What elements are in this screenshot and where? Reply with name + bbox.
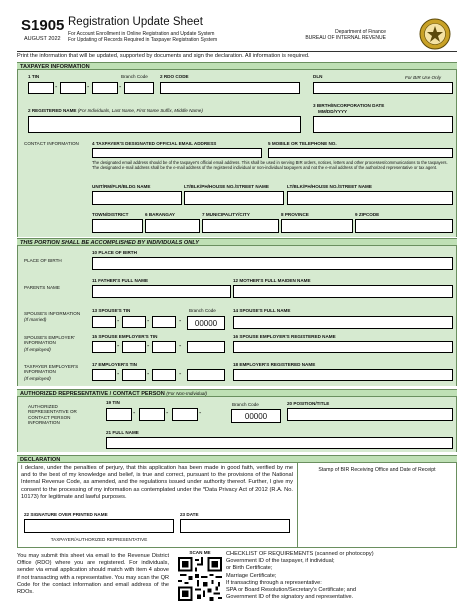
- spouse-tin-1[interactable]: [92, 316, 116, 328]
- checklist-item: Government ID of the taxpayer, if individual;: [226, 558, 335, 565]
- header-rule: [17, 51, 457, 52]
- spouse-tin-3[interactable]: [152, 316, 176, 328]
- declaration-text: I declare, under the penalties of perjury, that this application has been made in good faith, verified by me and to the best of my knowledge and belief, is true and correct, pursuant to the provisions of the National Internal Revenue Code, as amended, and the regulations issued under authority thereof. Further, I give my consent to the processing of my information as contemplated under the *Data Privacy Act of 2012 (R.A. No. 10173) for legitimate and lawful purposes.: [21, 465, 293, 500]
- dln-input[interactable]: [313, 82, 453, 94]
- form-subtitle-1: For Account Enrollment in Online Registration and Update System: [68, 31, 215, 37]
- rep-tin-2[interactable]: [139, 408, 165, 421]
- employer-tin-2[interactable]: [122, 369, 146, 381]
- tin-separator: -: [179, 318, 182, 325]
- field-3-format: MM/DD/YYYY: [318, 109, 348, 114]
- checklist-title: CHECKLIST OF REQUIREMENTS (scanned or photocopy): [226, 551, 374, 557]
- section-individuals-only: THIS PORTION SHALL BE ACCOMPLISHED BY INDIVIDUALS ONLY: [17, 238, 457, 246]
- form-number: S1905: [21, 17, 65, 34]
- rep-branch-code-input[interactable]: 00000: [231, 409, 281, 423]
- field-9-label: 9 ZIPCODE: [355, 212, 380, 217]
- bureau-name: BUREAU OF INTERNAL REVENUE: [305, 35, 386, 41]
- email-note-text: The designated email address should be of the taxpayer's official email address. This shall be used in serving BIR orders, notices, letters and other processes/communications to the taxpayers. The designated e-mail address shall be the e-mail address of the registered individual or non-individual taxpayers and not the e-mail address of the authorized representative or tax agent.: [92, 160, 448, 170]
- field-5-label: 5 MOBILE OR TELEPHONE NO.: [268, 141, 337, 146]
- rep-tin-3[interactable]: [172, 408, 198, 421]
- employer-tin-3[interactable]: [152, 369, 176, 381]
- registered-name-note: (For Individuals, Last Name, First Name Suffix, Middle Name): [77, 108, 203, 113]
- branch-code-label: Branch Code: [121, 74, 148, 79]
- spouse-name-input[interactable]: [233, 316, 453, 329]
- field-17-label: 17 EMPLOYER'S TIN: [92, 362, 137, 367]
- rdo-code-input[interactable]: [160, 82, 300, 94]
- form-title: Registration Update Sheet: [68, 16, 203, 28]
- stamp-box: [297, 463, 457, 548]
- if-married-label: (If married): [24, 317, 47, 322]
- employer-tin-1[interactable]: [92, 369, 116, 381]
- field-18-label: 18 EMPLOYER'S REGISTERED NAME: [233, 362, 316, 367]
- street-input-2[interactable]: [287, 191, 453, 205]
- checklist-item: SPA or Board Resolution/Secretary's Certificate; and: [226, 587, 356, 594]
- signature-caption: TAXPAYER/AUTHORIZED REPRESENTATIVE: [50, 537, 148, 542]
- field-10-label: 10 PLACE OF BIRTH: [92, 250, 137, 255]
- checklist-item: If transacting through a representative:: [226, 579, 322, 586]
- bir-seal-icon: [419, 18, 451, 50]
- field-19-label: 19 TIN: [106, 400, 120, 405]
- position-title-input[interactable]: [287, 408, 453, 421]
- contact-information-label: CONTACT INFORMATION: [24, 141, 79, 146]
- barangay-input[interactable]: [145, 219, 200, 233]
- dln-label: DLN: [313, 74, 323, 79]
- birth-date-input[interactable]: [313, 116, 453, 133]
- field-7-label: 7 MUNICIPALITY/CITY: [202, 212, 250, 217]
- field-16-label: 16 SPOUSE EMPLOYER'S REGISTERED NAME: [233, 334, 336, 339]
- town-input[interactable]: [92, 219, 143, 233]
- rep-branch-code-label: Branch Code: [232, 402, 259, 407]
- form-date: AUGUST 2022: [24, 36, 61, 42]
- field-2-label: 2 RDO CODE: [160, 74, 189, 79]
- field-4-label: 4 TAXPAYER'S DESIGNATED OFFICIAL EMAIL ADDRESS: [92, 141, 217, 146]
- tin-separator: -: [133, 410, 136, 417]
- field-11-label: 11 FATHER'S FULL NAME: [92, 278, 149, 283]
- signature-input[interactable]: [24, 519, 174, 533]
- street-input-1[interactable]: [184, 191, 284, 205]
- tin-separator: -: [179, 343, 182, 350]
- spouse-employer-tin-3[interactable]: [152, 341, 176, 353]
- unit-label: UNIT/RM/FLR/BLDG NAME: [92, 184, 151, 189]
- checklist: [226, 551, 456, 601]
- spouse-employer-name-input[interactable]: [233, 341, 453, 353]
- tin-separator: -: [119, 84, 122, 91]
- tin-separator: -: [179, 371, 182, 378]
- representative-section-note: (For Non-Individual): [166, 391, 207, 396]
- tin-separator: -: [55, 84, 58, 91]
- bir-use-only-label: For BIR Use Only: [405, 75, 441, 80]
- field-14-label: 14 SPOUSE'S FULL NAME: [233, 308, 291, 313]
- representative-section-title: AUTHORIZED REPRESENTATIVE / CONTACT PERSON: [20, 391, 165, 397]
- tin-separator: -: [199, 410, 202, 417]
- date-input[interactable]: [180, 519, 290, 533]
- street-label-1: LT/BLK/PH/HOUSE NO./STREET NAME: [184, 184, 269, 189]
- spouse-employer-tin-1[interactable]: [92, 341, 116, 353]
- spouse-employer-tin-2[interactable]: [122, 341, 146, 353]
- spouse-branch-code-input[interactable]: 00000: [187, 316, 225, 330]
- parents-name-label: PARENTS NAME: [24, 285, 60, 290]
- street-label-2: LT/BLK/PH/HOUSE NO./STREET NAME: [287, 184, 372, 189]
- representative-info-label: AUTHORIZED REPRESENTATIVE OR CONTACT PERSON INFORMATION: [28, 404, 77, 426]
- employer-branch-input[interactable]: [187, 369, 225, 381]
- field-21-label: 21 FULL NAME: [106, 430, 139, 435]
- checklist-item: Government ID of the signatory and representative.: [226, 594, 354, 601]
- tin-separator: -: [166, 410, 169, 417]
- checklist-item: Marriage Certificate;: [226, 572, 277, 579]
- section-authorized-representative: [17, 389, 457, 397]
- email-input[interactable]: [92, 148, 262, 158]
- place-of-birth-label: PLACE OF BIRTH: [24, 258, 62, 263]
- tin-input-3[interactable]: [92, 82, 118, 94]
- tin-separator: -: [117, 318, 120, 325]
- field-23-label: 23 DATE: [180, 512, 199, 517]
- tin-separator: -: [87, 84, 90, 91]
- instruction-text: Print the information that will be updated, supported by documents and sign the declaration. All information is required.: [17, 53, 310, 59]
- registered-name-label: 2 REGISTERED NAME: [28, 108, 77, 113]
- field-15-label: 15 SPOUSE EMPLOYER'S TIN: [92, 334, 158, 339]
- field-22-label: 22 SIGNATURE OVER PRINTED NAME: [24, 512, 108, 517]
- rep-full-name-input[interactable]: [106, 437, 453, 449]
- branch-code-input[interactable]: [124, 82, 154, 94]
- field-2-registered-name-label: [28, 108, 203, 113]
- phone-input[interactable]: [268, 148, 453, 158]
- city-input[interactable]: [202, 219, 279, 233]
- spouse-info-label: SPOUSE'S INFORMATION: [24, 311, 81, 316]
- field-20-label: 20 POSITION/TITLE: [287, 401, 330, 406]
- town-label: TOWN/DISTRICT: [92, 212, 129, 217]
- tin-separator: -: [147, 343, 150, 350]
- department-name: Department of Finance: [335, 29, 386, 35]
- spouse-tin-2[interactable]: [122, 316, 146, 328]
- province-input[interactable]: [281, 219, 353, 233]
- form-subtitle-2: For Updating of Records Required in Taxpayer Registration System: [68, 37, 218, 43]
- tin-input-2[interactable]: [60, 82, 86, 94]
- field-6-label: 6 BARANGAY: [145, 212, 175, 217]
- field-1-label: 1 TIN: [28, 74, 40, 79]
- zipcode-input[interactable]: [355, 219, 453, 233]
- field-8-label: 8 PROVINCE: [281, 212, 309, 217]
- rep-tin-1[interactable]: [106, 408, 132, 421]
- spouse-branch-code-label: Branch Code: [189, 308, 216, 313]
- if-employed-label: (If employed): [24, 376, 51, 381]
- field-12-label: 12 MOTHER'S FULL MAIDEN NAME: [233, 278, 311, 283]
- mother-name-input[interactable]: [233, 285, 453, 298]
- stamp-label: Stamp of BIR Receiving Office and Date of Receipt: [318, 467, 436, 473]
- field-3-label: 3 BIRTH/INCORPORATION DATE: [313, 103, 385, 108]
- unit-input[interactable]: [92, 191, 182, 205]
- tin-separator: -: [147, 371, 150, 378]
- section-declaration: DECLARATION: [17, 455, 457, 463]
- field-13-label: 13 SPOUSE'S TIN: [92, 308, 131, 313]
- scan-me-label: SCAN ME: [189, 550, 211, 555]
- tin-input-1[interactable]: [28, 82, 54, 94]
- section-taxpayer-information: TAXPAYER INFORMATION: [17, 62, 457, 70]
- submit-instructions: You may submit this sheet via email to the Revenue District Office (RDO) where you are registered. For individuals, sender via email application should match with item 4 above if not transacting with a representative. You may scan the QR Code for the contact information and email address of the RDOs.: [17, 553, 169, 596]
- tin-separator: -: [147, 318, 150, 325]
- father-name-input[interactable]: [92, 285, 231, 298]
- spouse-employer-label: SPOUSE'S EMPLOYER' INFORMATION: [24, 335, 75, 346]
- place-of-birth-input[interactable]: [92, 257, 453, 270]
- tin-separator: -: [117, 343, 120, 350]
- checklist-item: or Birth Certificate;: [226, 565, 273, 572]
- employer-name-input[interactable]: [233, 369, 453, 381]
- if-employed-label: (If employed): [24, 347, 51, 352]
- qr-code-icon[interactable]: [178, 557, 222, 601]
- registered-name-input[interactable]: [28, 116, 301, 133]
- taxpayer-employer-label: TAXPAYER EMPLOYER'S INFORMATION: [24, 364, 79, 375]
- tin-separator: -: [117, 371, 120, 378]
- spouse-employer-branch-input[interactable]: [187, 341, 225, 353]
